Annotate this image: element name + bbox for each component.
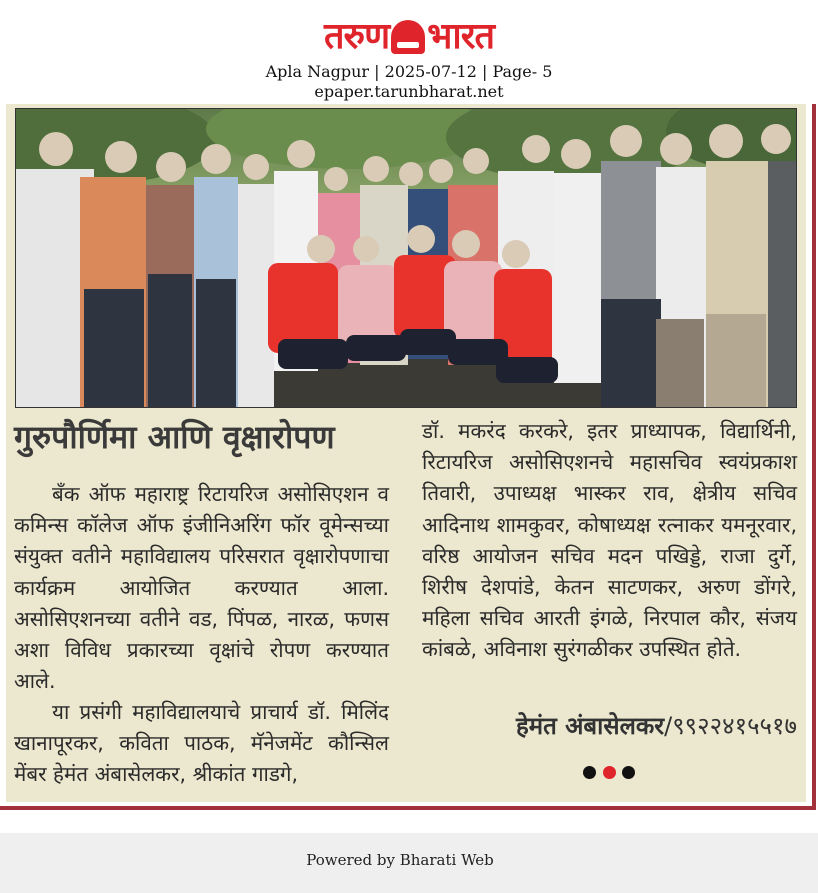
clip-border-bottom bbox=[0, 806, 816, 810]
logo-emblem-icon bbox=[391, 20, 425, 54]
footer bbox=[0, 833, 818, 893]
article-paragraph-3: डॉ. मकरंद करकरे, इतर प्राध्यापक, विद्यार्थिनी, रिटायरिज असोसिएशनचे महासचिव स्वयंप्रकाश तिवारी, उपाध्यक्ष भास्कर राव, क्षेत्रीय सचिव आदिनाथ शामकुवर, कोषाध्यक्ष रत्नाकर यमनूरवार, वरिष्ठ आयोजन सचिव मदन पखिड्डे, राजा दुर्गे, शिरीष देशपांडे, केतन साटणकर, अरुण डोंगरे, महिला सचिव आरती इंगळे, निरपाल कौर, संजय कांबळे, अविनाश सुरंगळीकर उपस्थित होते. bbox=[422, 419, 798, 662]
clip-border-right bbox=[812, 104, 816, 810]
article-paragraph-2: या प्रसंगी महाविद्यालयाचे प्राचार्य डॉ. मिलिंद खानापूरकर, कविता पाठक, मॅनेजमेंट कौन्सिल मेंबर हेमंत अंबासेलकर, श्रीकांत गाडगे, bbox=[14, 700, 389, 787]
separator-dots bbox=[583, 766, 635, 780]
article-headline: गुरुपौर्णिमा आणि वृक्षारोपण bbox=[14, 418, 335, 456]
article-paragraph-1: बँक ऑफ महाराष्ट्र रिटायरिज असोसिएशन व कमिन्स कॉलेज ऑफ इंजीनिअरिंग फॉर वूमेन्सच्या संयुक्त वतीने महाविद्यालय परिसरात वृक्षारोपणाचा कार्यक्रम आयोजित करण्यात आला. असोसिएशनच्या वतीने वड, पिंपळ, नारळ, फणस अशा विविध प्रकारच्या वृक्षांचे रोपण करण्यात आले. bbox=[14, 482, 389, 694]
separator-dot-icon bbox=[622, 766, 635, 779]
byline-name: हेमंत अंबासेलकर bbox=[515, 712, 665, 740]
tarun-bharat-logo[interactable] bbox=[282, 16, 536, 58]
logo-word-left: तरुण bbox=[324, 16, 390, 57]
masthead bbox=[0, 0, 818, 104]
byline-phone: /९९२२४१५५१७ bbox=[664, 712, 797, 740]
logo-word-right: भारत bbox=[427, 16, 494, 57]
epaper-url: epaper.tarunbharat.net bbox=[314, 82, 504, 101]
separator-dot-icon bbox=[603, 766, 616, 779]
edition-meta: Apla Nagpur | 2025-07-12 | Page- 5 bbox=[265, 62, 553, 81]
powered-by-link[interactable]: Powered by Bharati Web bbox=[306, 851, 494, 869]
separator-dot-icon bbox=[583, 766, 596, 779]
byline bbox=[422, 708, 797, 744]
group-photo bbox=[15, 108, 797, 408]
